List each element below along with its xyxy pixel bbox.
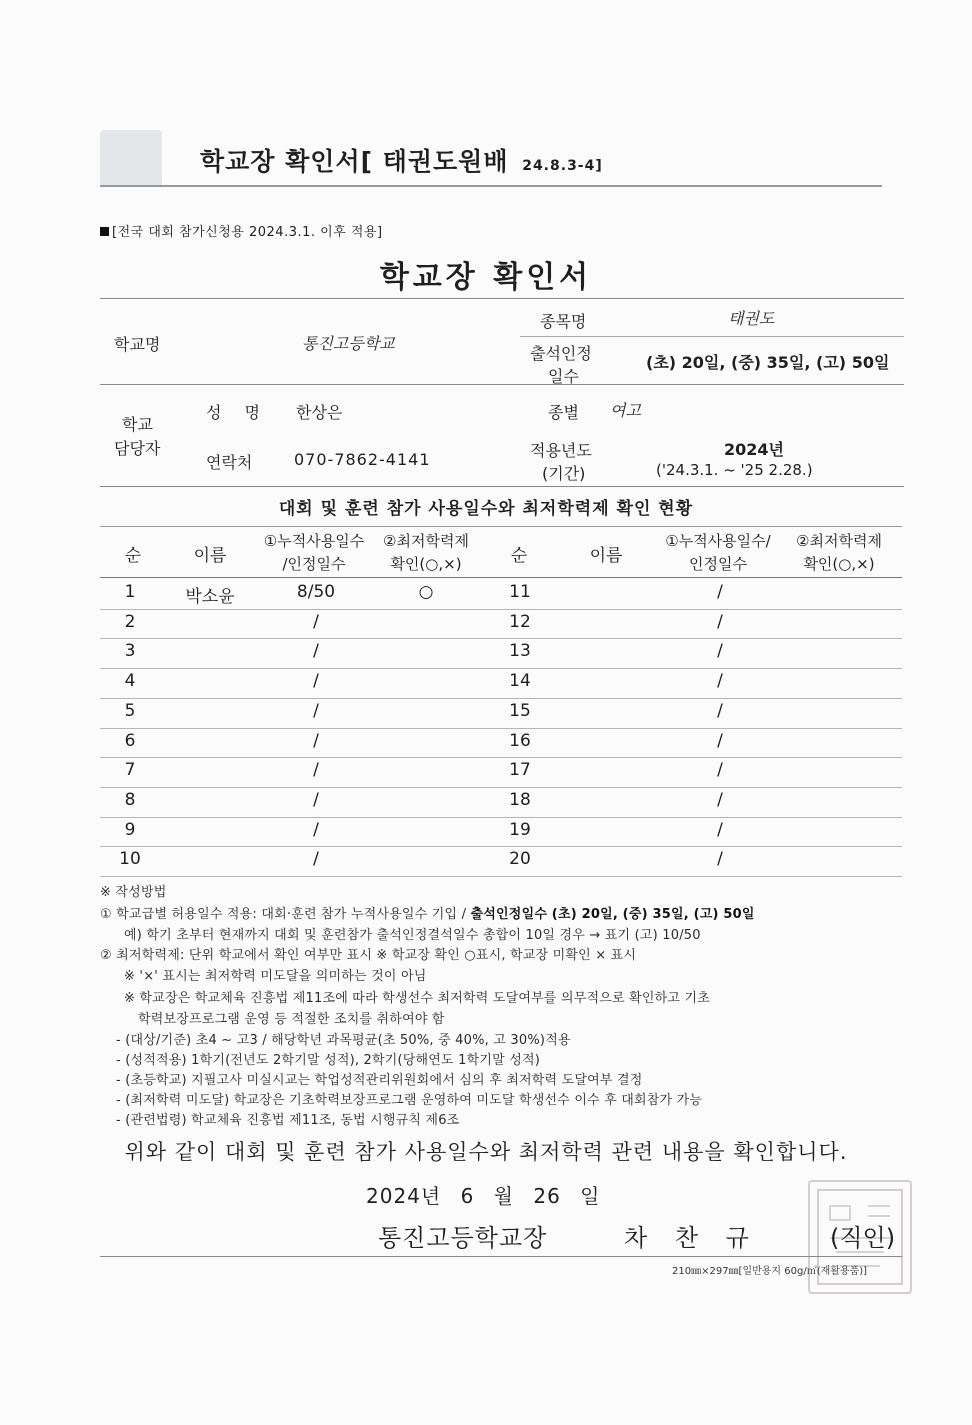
row-days-right: / (717, 819, 723, 840)
header-code: 24.8.3-4] (522, 158, 603, 174)
row-number-right: 12 (509, 611, 531, 632)
issue-date (366, 1180, 601, 1209)
year-label-2: (기간) (542, 464, 586, 483)
table-header-rule (100, 577, 902, 578)
guide-line-1-text: ① 학교급별 허용일수 적용: 대회·훈련 참가 누적사용일수 기입 / (100, 907, 471, 922)
paper-spec: 210㎜×297㎜[일반용지 60g/㎡(재활용품)] (672, 1266, 868, 1277)
attendance-label-2: 일수 (548, 367, 579, 386)
faded-logo (100, 130, 162, 186)
header-no-right: 순 (510, 546, 528, 566)
row-days-left: / (313, 849, 319, 870)
guide-title: ※ 작성방법 (100, 885, 167, 900)
notice-text: [전국 대회 참가신청용 2024.3.1. 이후 적용] (112, 225, 383, 240)
row-number-left: 5 (124, 700, 136, 721)
guide-line-5: ※ 학교장은 학교체육 진흥법 제11조에 따라 학생선수 최저학력 도달여부를 의무적으로 확인하고 기초 (124, 991, 711, 1006)
table-row-rule (100, 728, 902, 729)
square-bullet-icon (100, 227, 109, 236)
header-name-left: 이름 (193, 546, 227, 566)
gender-value: 여고 (610, 401, 641, 420)
header-no-left: 순 (124, 546, 142, 566)
name-label: 성 명 (206, 403, 260, 422)
guide-line-10: - (최저학력 미도달) 학교장은 기초학력보장프로그램 운영하여 미도달 학생선수 이수 후 대회참가 가능 (116, 1093, 703, 1108)
row-number-left: 1 (124, 582, 136, 602)
header-title (200, 142, 603, 178)
guide-line-3: ② 최저학력제: 단위 학교에서 확인 여부만 표시 ※ 학교장 확인 ○표시, 학교장 미확인 × 표시 (100, 948, 637, 963)
notice (100, 221, 383, 240)
manager-label-1: 학교 (122, 415, 153, 434)
guide-line-7: - (대상/기준) 초4 ~ 고3 / 해당학년 과목평균(초 50%, 중 40%, 고 30%)적용 (116, 1033, 571, 1048)
header-days-right-2: 인정일수 (689, 555, 747, 573)
row-number-left: 6 (124, 730, 136, 751)
guide-line-1 (100, 903, 755, 922)
header-check-left-1: ②최저학력제 (383, 532, 469, 550)
row-number-right: 16 (509, 730, 531, 751)
header-check-right-1: ②최저학력제 (796, 532, 882, 550)
row-number-left: 2 (124, 611, 136, 632)
row-days-right: / (717, 700, 723, 721)
event-label: 종목명 (540, 312, 587, 331)
row-number-right: 18 (509, 789, 531, 810)
row-number-right: 17 (509, 760, 531, 781)
manager-label-2: 담당자 (114, 439, 161, 458)
row-number-right: 14 (509, 671, 531, 692)
signer-name: 차 찬 규 (624, 1224, 759, 1252)
date-day-label: 일 (580, 1184, 601, 1208)
period-value: ('24.3.1. ~ '25 2.28.) (656, 461, 813, 479)
year-value: 2024년 (724, 440, 784, 459)
row-days-right: / (717, 611, 723, 632)
date-year: 2024년 (366, 1184, 442, 1208)
row-number-right: 13 (509, 641, 531, 662)
school-name-label: 학교명 (114, 335, 161, 354)
row-number-left: 3 (124, 641, 136, 662)
table-row-rule (100, 817, 902, 818)
info-event-rule (520, 336, 904, 337)
row-days-left: / (313, 611, 319, 632)
row-number-left: 10 (119, 849, 141, 870)
guide-line-2: 예) 학기 초부터 현재까지 대회 및 훈련참가 출석인정결석일수 총합이 10일 경우 → 표기 (고) 10/50 (124, 928, 701, 943)
seal-label: (직인) (830, 1224, 896, 1252)
row-days-left: / (313, 819, 319, 840)
guide-line-9: - (초등학교) 지필고사 미실시교는 학업성적관리위원회에서 심의 후 최저학력 도달여부 결정 (116, 1073, 643, 1088)
row-days-left: / (313, 760, 319, 781)
row-number-left: 9 (124, 819, 136, 840)
row-days-left: / (313, 641, 319, 662)
table-top-rule (100, 526, 902, 527)
guide-line-1-bold: 출석인정일수 (초) 20일, (중) 35일, (고) 50일 (470, 907, 755, 922)
table-row-rule (100, 757, 902, 758)
guide-line-4: ※ '×' 표시는 최저학력 미도달을 의미하는 것이 아님 (124, 969, 427, 984)
row-days-left: 8/50 (296, 582, 336, 602)
contact-label: 연락처 (206, 453, 253, 472)
row-days-right: / (717, 730, 723, 751)
info-bottom-rule (100, 486, 904, 487)
row-days-right: / (717, 849, 723, 870)
row-number-left: 7 (124, 760, 136, 781)
row-days-right: / (717, 760, 723, 781)
header-days-right-1: ①누적사용일수/ (665, 532, 771, 550)
date-month-label: 월 (493, 1184, 514, 1208)
table-row-rule (100, 609, 902, 610)
row-days-left: / (313, 789, 319, 810)
row-number-right: 20 (509, 849, 531, 870)
header-name-right: 이름 (589, 546, 623, 566)
section-title: 대회 및 훈련 참가 사용일수와 최저학력제 확인 현황 (278, 499, 694, 519)
signer-title: 통진고등학교장 (378, 1224, 548, 1252)
school-name-value: 통진고등학교 (302, 334, 395, 353)
header-days-left-1: ①누적사용일수 (263, 532, 365, 550)
table-row-rule (100, 698, 902, 699)
row-number-right: 19 (509, 819, 531, 840)
table-row-rule (100, 638, 902, 639)
row-name-left: 박소윤 (185, 587, 235, 607)
row-days-left: / (313, 730, 319, 751)
row-days-right: / (717, 641, 723, 662)
date-day: 26 (533, 1184, 561, 1208)
header-check-right-2: 확인(○,×) (803, 555, 875, 573)
row-days-right: / (717, 789, 723, 810)
row-number-left: 4 (124, 671, 136, 692)
attendance-label-1: 출석인정 (530, 344, 592, 363)
row-number-left: 8 (124, 789, 136, 810)
guide-line-6: 학력보장프로그램 운영 등 적절한 조치를 취하여야 함 (138, 1012, 445, 1027)
header-days-left-2: /인정일수 (282, 555, 346, 573)
date-month: 6 (460, 1184, 475, 1208)
gender-label: 종별 (548, 403, 579, 422)
header-divider (100, 185, 882, 187)
attendance-value: (초) 20일, (중) 35일, (고) 50일 (646, 353, 890, 372)
main-title: 학교장 확인서 (379, 260, 593, 295)
guide-line-8: - (성적적용) 1학기(전년도 2학기말 성적), 2학기(당해연도 1학기말 성적) (116, 1053, 541, 1068)
table-row-rule (100, 846, 902, 847)
row-days-right: / (717, 671, 723, 692)
table-row-rule (100, 876, 902, 877)
row-days-right: / (717, 582, 723, 602)
header-title-text: 학교장 확인서[ 태권도원배 (200, 147, 509, 176)
header-check-left-2: 확인(○,×) (390, 555, 462, 573)
year-label-1: 적용년도 (530, 441, 592, 460)
row-days-left: / (313, 671, 319, 692)
info-top-rule (100, 298, 904, 299)
footer-divider (100, 1256, 902, 1257)
row-days-left: / (313, 700, 319, 721)
row-check-left: ○ (418, 582, 434, 602)
manager-name: 한상은 (296, 403, 343, 422)
row-number-right: 15 (509, 700, 531, 721)
info-mid-rule (100, 384, 904, 385)
contact-value: 070-7862-4141 (294, 450, 431, 469)
event-value: 태권도 (728, 309, 775, 328)
row-number-right: 11 (509, 582, 531, 602)
table-row-rule (100, 668, 902, 669)
table-row-rule (100, 787, 902, 788)
guide-line-11: - (관련법령) 학교체육 진흥법 제11조, 동법 시행규칙 제6조 (116, 1113, 460, 1128)
confirmation-text: 위와 같이 대회 및 훈련 참가 사용일수와 최저학력 관련 내용을 확인합니다. (124, 1140, 848, 1164)
